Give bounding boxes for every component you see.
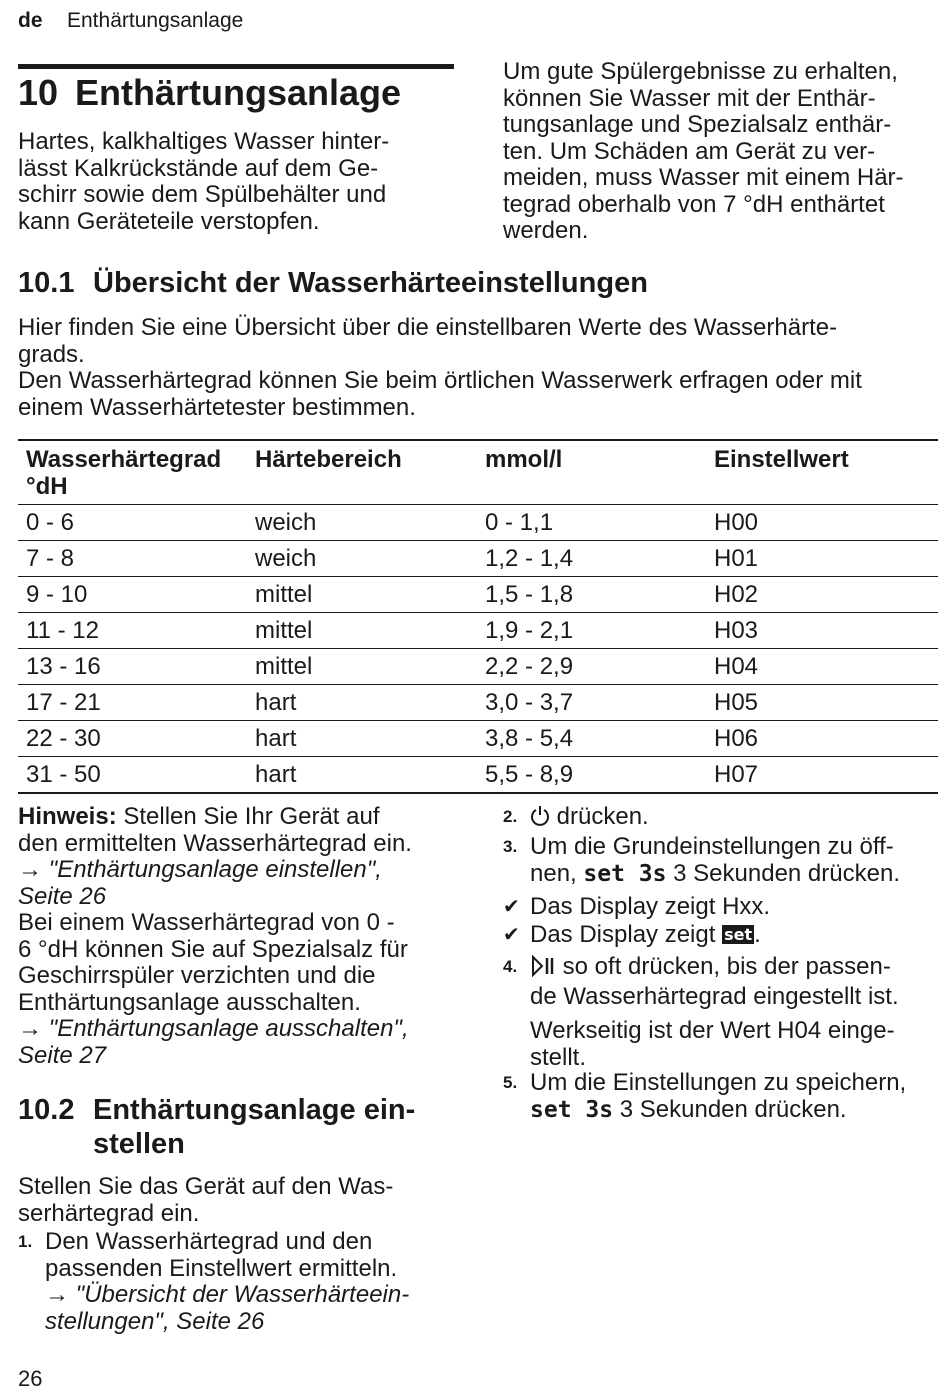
result-2-end: . bbox=[754, 921, 761, 948]
table-cell: hart bbox=[247, 721, 477, 757]
table-header-cell: Härtebereich bbox=[247, 440, 477, 505]
section-2-number: 10.2 bbox=[18, 1094, 75, 1126]
table-header-cell: mmol/l bbox=[477, 440, 706, 505]
result-text bbox=[530, 922, 943, 949]
table-cell: H00 bbox=[706, 505, 938, 541]
header-language: de bbox=[18, 9, 43, 32]
step-number: 5. bbox=[503, 1073, 518, 1092]
table-cell: H06 bbox=[706, 721, 938, 757]
note-text-1-body: Stellen Sie Ihr Gerät auf den ermittelten Wasserhärtegrad ein. bbox=[18, 803, 412, 857]
step-number: 1. bbox=[18, 1232, 33, 1251]
water-hardness-table bbox=[18, 439, 938, 794]
play-pause-icon bbox=[530, 955, 556, 984]
table-cell: 5,5 - 8,9 bbox=[477, 757, 706, 794]
table-cell: weich bbox=[247, 541, 477, 577]
step-1 bbox=[18, 1229, 458, 1335]
table-cell: 1,5 - 1,8 bbox=[477, 577, 706, 613]
table-cell: 22 - 30 bbox=[18, 721, 247, 757]
note-text-1 bbox=[18, 804, 478, 857]
step-5-text-a: Um die Einstellungen zu speichern, bbox=[530, 1069, 907, 1096]
step-4-label: so oft drücken, bis der passen- de Wasserhärtegrad eingestellt ist. bbox=[530, 953, 899, 1010]
table-cell: mittel bbox=[247, 577, 477, 613]
table-cell: 3,0 - 3,7 bbox=[477, 685, 706, 721]
table-cell: 0 - 6 bbox=[18, 505, 247, 541]
table-cell: H01 bbox=[706, 541, 938, 577]
table-cell: H03 bbox=[706, 613, 938, 649]
set-3s-button-symbol: set 3s bbox=[583, 860, 667, 887]
table-row bbox=[18, 757, 938, 794]
table-row bbox=[18, 505, 938, 541]
note-text-2: Bei einem Wasserhärtegrad von 0 - 6 °dH können Sie auf Spezialsalz für Geschirrspüler verzichten und die Enthärtungsanlage ausschalten. bbox=[18, 909, 408, 1016]
table-cell: H04 bbox=[706, 649, 938, 685]
table-cell: 3,8 - 5,4 bbox=[477, 721, 706, 757]
table-cell: 11 - 12 bbox=[18, 613, 247, 649]
step-3-text-a: Um die Grundeinstellungen zu öff- nen, bbox=[530, 833, 894, 887]
step-2 bbox=[503, 804, 943, 834]
table-cell: 9 - 10 bbox=[18, 577, 247, 613]
chapter-intro-left: Hartes, kalkhaltiges Wasser hinter- lässt Kalkrückstände auf dem Ge- schirr sowie dem Spülbehälter und kann Geräteteile verstopfen. bbox=[18, 128, 390, 235]
checkmark-icon: ✔ bbox=[503, 924, 520, 946]
table-row bbox=[18, 541, 938, 577]
table-row bbox=[18, 685, 938, 721]
step-number: 3. bbox=[503, 837, 518, 856]
table-cell: 13 - 16 bbox=[18, 649, 247, 685]
table-cell: mittel bbox=[247, 613, 477, 649]
step-1-reference[interactable]: → "Übersicht der Wasserhärteein- stellungen", Seite 26 bbox=[45, 1281, 410, 1335]
table-cell: 1,2 - 1,4 bbox=[477, 541, 706, 577]
result-text: Das Display zeigt Hxx. bbox=[530, 893, 771, 920]
checkmark-icon: ✔ bbox=[503, 896, 520, 918]
section-1-number: 10.1 bbox=[18, 267, 75, 299]
step-3-text-b: 3 Sekunden drücken. bbox=[666, 859, 900, 887]
result-1 bbox=[503, 894, 943, 921]
chapter-intro-right: Um gute Spülergebnisse zu erhalten, können Sie Wasser mit der Enthär- tungsanlage und Spezialsalz enthär- ten. Um Schäden am Gerät zu ver- meiden, muss Wasser mit einem Här- tegrad oberhalb von 7 °dH enthärtet werden. bbox=[503, 58, 904, 244]
page-number: 26 bbox=[18, 1366, 43, 1391]
step-text bbox=[530, 834, 943, 887]
note-block bbox=[18, 804, 478, 1069]
section-1-text: Hier finden Sie eine Übersicht über die einstellbaren Werte des Wasserhärte- grads. Den Wasserhärtegrad können Sie beim örtlichen Wasserwerk erfragen oder mit einem Wasserhärtetester bestimmen. bbox=[18, 314, 862, 421]
table-header-row bbox=[18, 440, 938, 505]
note-reference-1[interactable]: → "Enthärtungsanlage einstellen", Seite 26 bbox=[18, 856, 382, 910]
step-number: 4. bbox=[503, 957, 518, 976]
section-2-title: Enthärtungsanlage ein- stellen bbox=[93, 1094, 416, 1160]
chapter-number: 10 bbox=[18, 72, 59, 113]
table-row bbox=[18, 577, 938, 613]
section-2-heading bbox=[18, 1093, 458, 1161]
table-row bbox=[18, 721, 938, 757]
table-row bbox=[18, 613, 938, 649]
table-cell: H05 bbox=[706, 685, 938, 721]
step-text bbox=[530, 804, 943, 834]
table-cell: 2,2 - 2,9 bbox=[477, 649, 706, 685]
table-cell: H07 bbox=[706, 757, 938, 794]
section-1-title: Übersicht der Wasserhärteeinstellungen bbox=[93, 267, 648, 299]
chapter-title: Enthärtungsanlage bbox=[75, 72, 402, 113]
step-text bbox=[530, 1070, 943, 1123]
note-reference-2[interactable]: → "Enthärtungsanlage ausschalten", Seite 27 bbox=[18, 1015, 409, 1069]
step-3 bbox=[503, 834, 943, 887]
step-number: 2. bbox=[503, 807, 518, 826]
section-2-intro: Stellen Sie das Gerät auf den Was- serhärtegrad ein. bbox=[18, 1173, 394, 1227]
header-title: Enthärtungsanlage bbox=[67, 9, 244, 32]
chapter-heading bbox=[18, 72, 401, 114]
step-text bbox=[530, 954, 943, 1010]
section-1-heading bbox=[18, 266, 648, 300]
table-cell: 1,9 - 2,1 bbox=[477, 613, 706, 649]
table-cell: hart bbox=[247, 685, 477, 721]
step-4 bbox=[503, 954, 943, 1071]
step-4-info: Werkseitig ist der Wert H04 einge- stellt. bbox=[530, 1017, 895, 1071]
table-cell: 7 - 8 bbox=[18, 541, 247, 577]
table-cell: 0 - 1,1 bbox=[477, 505, 706, 541]
table-cell: mittel bbox=[247, 649, 477, 685]
display-set-symbol: set bbox=[724, 925, 753, 944]
result-2 bbox=[503, 922, 943, 949]
table-cell: 31 - 50 bbox=[18, 757, 247, 794]
step-text: Den Wasserhärtegrad und den passenden Einstellwert ermitteln. bbox=[45, 1228, 398, 1282]
power-icon bbox=[530, 805, 550, 834]
table-header-cell: Wasserhärtegrad °dH bbox=[18, 440, 247, 505]
table-cell: H02 bbox=[706, 577, 938, 613]
step-5 bbox=[503, 1070, 943, 1123]
step-2-label: drücken. bbox=[550, 803, 649, 830]
result-2-text: Das Display zeigt bbox=[530, 921, 723, 948]
step-5-text-b: 3 Sekunden drücken. bbox=[613, 1095, 847, 1123]
table-cell: weich bbox=[247, 505, 477, 541]
table-header-cell: Einstellwert bbox=[706, 440, 938, 505]
note-label: Hinweis: bbox=[18, 803, 117, 830]
table-cell: hart bbox=[247, 757, 477, 794]
table-cell: 17 - 21 bbox=[18, 685, 247, 721]
table-row bbox=[18, 649, 938, 685]
chapter-rule bbox=[18, 64, 454, 69]
set-3s-button-symbol: set 3s bbox=[530, 1096, 614, 1123]
